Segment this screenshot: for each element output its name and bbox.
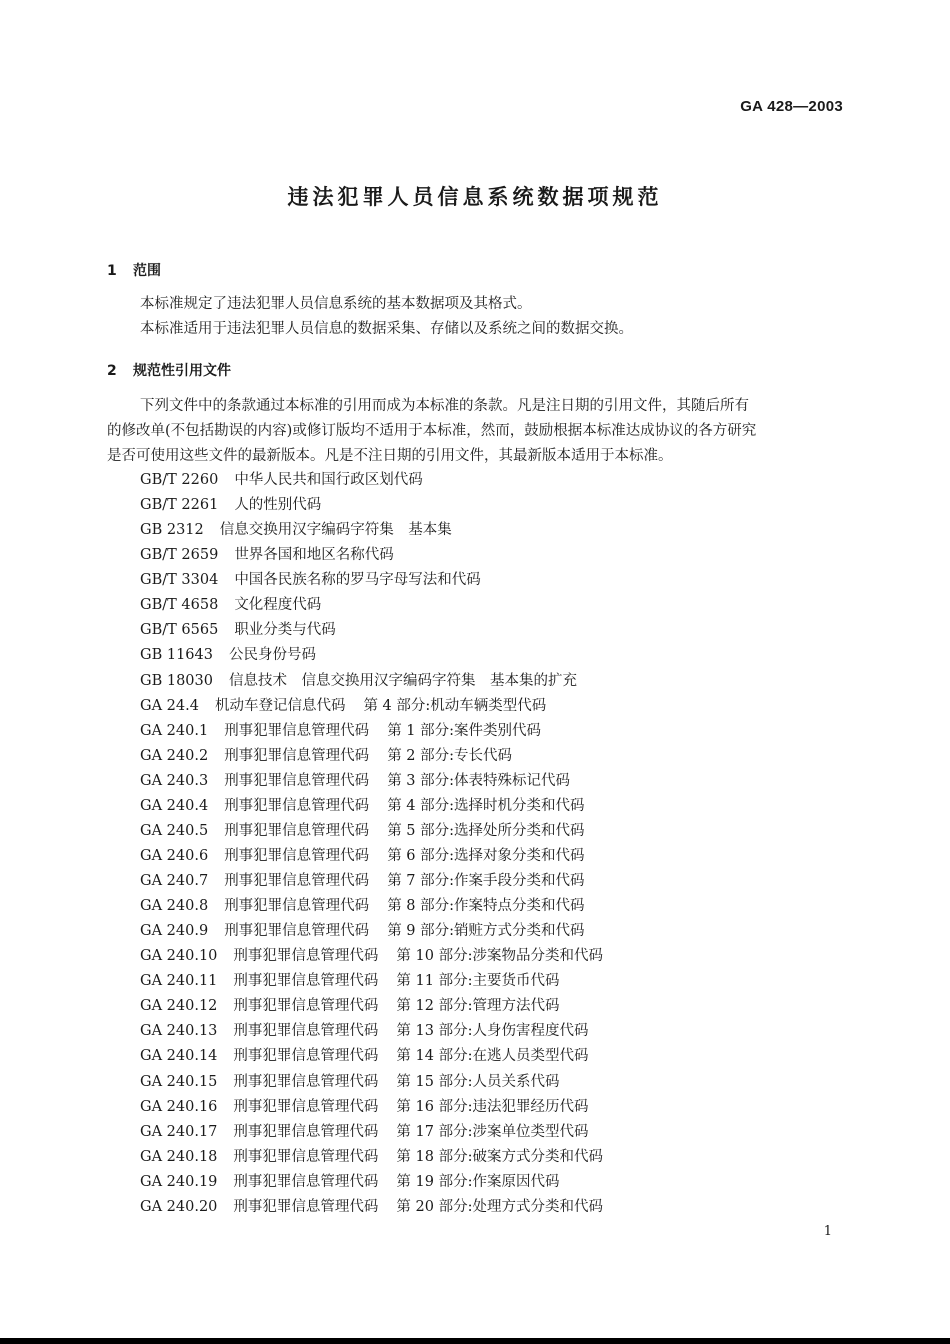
reference-part: 第 3 部分:体表特殊标记代码: [387, 772, 571, 789]
reference-part: 第 2 部分:专长代码: [387, 747, 513, 764]
reference-title: 信息交换用汉字编码字符集 基本集: [219, 522, 452, 539]
reference-title: 刑事犯罪信息管理代码: [233, 1198, 379, 1215]
reference-code: GA 240.3: [140, 772, 209, 789]
reference-title: 刑事犯罪信息管理代码: [224, 747, 370, 764]
reference-code: GA 240.6: [140, 847, 209, 864]
reference-title: 公民身份号码: [228, 647, 316, 664]
reference-item: [140, 518, 603, 543]
reference-list: [140, 468, 603, 1220]
reference-item: [140, 568, 603, 593]
reference-item: [140, 994, 603, 1019]
reference-part: 第 12 部分:管理方法代码: [396, 998, 560, 1015]
reference-part: 第 15 部分:人员关系代码: [396, 1073, 560, 1090]
reference-code: GA 240.13: [140, 1023, 218, 1040]
reference-code: GA 240.9: [140, 923, 209, 940]
section-1-title: 范围: [133, 263, 161, 279]
reference-code: GA 240.10: [140, 948, 218, 965]
reference-code: GB/T 6565: [140, 622, 219, 639]
reference-part: 第 13 部分:人身伤害程度代码: [396, 1023, 589, 1040]
reference-title: 刑事犯罪信息管理代码: [233, 1073, 379, 1090]
reference-part: 第 7 部分:作案手段分类和代码: [387, 873, 585, 889]
reference-code: GB/T 2260: [140, 472, 219, 488]
reference-code: GA 240.20: [140, 1198, 218, 1215]
reference-part: 第 14 部分:在逃人员类型代码: [396, 1048, 589, 1065]
reference-title: 刑事犯罪信息管理代码: [233, 1123, 379, 1140]
reference-title: 刑事犯罪信息管理代码: [233, 1173, 379, 1190]
reference-title: 刑事犯罪信息管理代码: [233, 948, 379, 965]
section-2-intro-line: 是否可使用这些文件的最新版本。凡是不注日期的引用文件，其最新版本适用于本标准。: [107, 448, 673, 464]
page-number: 1: [823, 1224, 832, 1239]
reference-item: [140, 769, 603, 794]
reference-title: 文化程度代码: [234, 597, 322, 614]
reference-item: [140, 1019, 603, 1044]
section-2-number: 2: [107, 363, 117, 379]
reference-item: [140, 643, 603, 668]
reference-title: 刑事犯罪信息管理代码: [224, 898, 370, 915]
reference-part: 第 8 部分:作案特点分类和代码: [387, 898, 585, 915]
reference-part: 第 1 部分:案件类别代码: [387, 722, 542, 739]
reference-item: [140, 1195, 603, 1220]
reference-title: 刑事犯罪信息管理代码: [233, 1098, 379, 1115]
reference-code: GB/T 4658: [140, 597, 219, 614]
reference-part: 第 16 部分:违法犯罪经历代码: [396, 1098, 589, 1115]
reference-title: 刑事犯罪信息管理代码: [233, 1048, 379, 1065]
reference-code: GB/T 2659: [140, 547, 219, 564]
reference-item: [140, 969, 603, 994]
reference-part: 第 10 部分:涉案物品分类和代码: [396, 948, 603, 965]
reference-item: [140, 819, 603, 844]
reference-code: GA 240.7: [140, 873, 209, 889]
reference-code: GA 240.11: [140, 973, 218, 990]
reference-title: 人的性别代码: [234, 497, 322, 514]
reference-part: 第 20 部分:处理方式分类和代码: [396, 1198, 603, 1215]
reference-item: [140, 1120, 603, 1145]
reference-title: 刑事犯罪信息管理代码: [224, 873, 370, 889]
reference-title: 世界各国和地区名称代码: [234, 547, 394, 564]
reference-part: 第 18 部分:破案方式分类和代码: [396, 1148, 603, 1165]
reference-item: [140, 844, 603, 869]
reference-code: GA 240.19: [140, 1173, 218, 1190]
reference-item: [140, 1044, 603, 1069]
reference-part: 第 4 部分:选择时机分类和代码: [387, 797, 585, 814]
reference-item: [140, 543, 603, 568]
reference-item: [140, 1095, 603, 1120]
reference-item: [140, 919, 603, 944]
document-title: 违法犯罪人员信息系统数据项规范: [287, 185, 663, 209]
reference-part: 第 9 部分:销赃方式分类和代码: [387, 923, 585, 940]
reference-title: 刑事犯罪信息管理代码: [233, 998, 379, 1015]
section-2-heading: [107, 360, 231, 380]
reference-item: [140, 944, 603, 969]
reference-title: 中国各民族名称的罗马字母写法和代码: [234, 572, 481, 589]
reference-part: 第 17 部分:涉案单位类型代码: [396, 1123, 589, 1140]
reference-title: 职业分类与代码: [234, 622, 336, 639]
reference-code: GB/T 2261: [140, 497, 219, 514]
reference-title: 刑事犯罪信息管理代码: [233, 1148, 379, 1165]
bottom-border: [0, 1338, 950, 1344]
reference-code: GB 18030: [140, 672, 213, 689]
reference-code: GA 24.4: [140, 697, 199, 714]
reference-item: [140, 618, 603, 643]
reference-item: [140, 869, 603, 894]
reference-code: GA 240.2: [140, 747, 209, 764]
reference-title: 信息技术 信息交换用汉字编码字符集 基本集的扩充: [228, 672, 577, 689]
reference-title: 刑事犯罪信息管理代码: [224, 923, 370, 940]
reference-item: [140, 593, 603, 618]
reference-title: 刑事犯罪信息管理代码: [224, 722, 370, 739]
reference-code: GB/T 3304: [140, 572, 219, 589]
reference-code: GA 240.1: [140, 722, 209, 739]
reference-code: GA 240.15: [140, 1073, 218, 1090]
reference-item: [140, 719, 603, 744]
reference-code: GA 240.17: [140, 1123, 218, 1140]
reference-part: 第 5 部分:选择处所分类和代码: [387, 822, 585, 839]
reference-part: 第 11 部分:主要货币代码: [396, 973, 560, 990]
reference-part: 第 4 部分:机动车辆类型代码: [363, 697, 547, 714]
reference-title: 刑事犯罪信息管理代码: [224, 847, 370, 864]
reference-part: 第 6 部分:选择对象分类和代码: [387, 847, 585, 864]
section-2-title: 规范性引用文件: [133, 363, 231, 379]
reference-title: 刑事犯罪信息管理代码: [224, 822, 370, 839]
reference-item: [140, 468, 603, 493]
reference-code: GA 240.8: [140, 898, 209, 915]
reference-item: [140, 794, 603, 819]
reference-item: [140, 894, 603, 919]
reference-item: [140, 669, 603, 694]
reference-title: 刑事犯罪信息管理代码: [233, 1023, 379, 1040]
reference-code: GA 240.4: [140, 797, 209, 814]
reference-title: 刑事犯罪信息管理代码: [224, 797, 370, 814]
section-2-intro: [107, 394, 845, 469]
reference-title: 机动车登记信息代码: [214, 697, 346, 714]
reference-item: [140, 1170, 603, 1195]
document-id: GA 428—2003: [740, 98, 843, 115]
section-2-intro-line: 下列文件中的条款通过本标准的引用而成为本标准的条款。凡是注日期的引用文件，其随后所有: [140, 398, 749, 414]
section-1-heading: [107, 260, 161, 280]
section-1-number: 1: [107, 263, 117, 279]
reference-code: GB 11643: [140, 647, 213, 664]
reference-item: [140, 744, 603, 769]
reference-code: GA 240.12: [140, 998, 218, 1015]
reference-title: 刑事犯罪信息管理代码: [224, 772, 370, 789]
reference-item: [140, 493, 603, 518]
reference-code: GA 240.14: [140, 1048, 218, 1065]
reference-code: GA 240.16: [140, 1098, 218, 1115]
reference-title: 刑事犯罪信息管理代码: [233, 973, 379, 990]
reference-item: [140, 1145, 603, 1170]
reference-code: GA 240.5: [140, 822, 209, 839]
section-1-paragraph: 本标准适用于违法犯罪人员信息的数据采集、存储以及系统之间的数据交换。: [140, 321, 633, 337]
reference-item: [140, 1070, 603, 1095]
section-1-body: [107, 292, 878, 342]
reference-item: [140, 694, 603, 719]
section-1-paragraph: 本标准规定了违法犯罪人员信息系统的基本数据项及其格式。: [140, 296, 532, 312]
reference-part: 第 19 部分:作案原因代码: [396, 1173, 560, 1190]
reference-code: GB 2312: [140, 522, 204, 539]
section-2-intro-line: 的修改单(不包括勘误的内容)或修订版均不适用于本标准，然而，鼓励根据本标准达成协议的各方研究: [107, 423, 757, 439]
reference-title: 中华人民共和国行政区划代码: [234, 472, 423, 488]
reference-code: GA 240.18: [140, 1148, 218, 1165]
